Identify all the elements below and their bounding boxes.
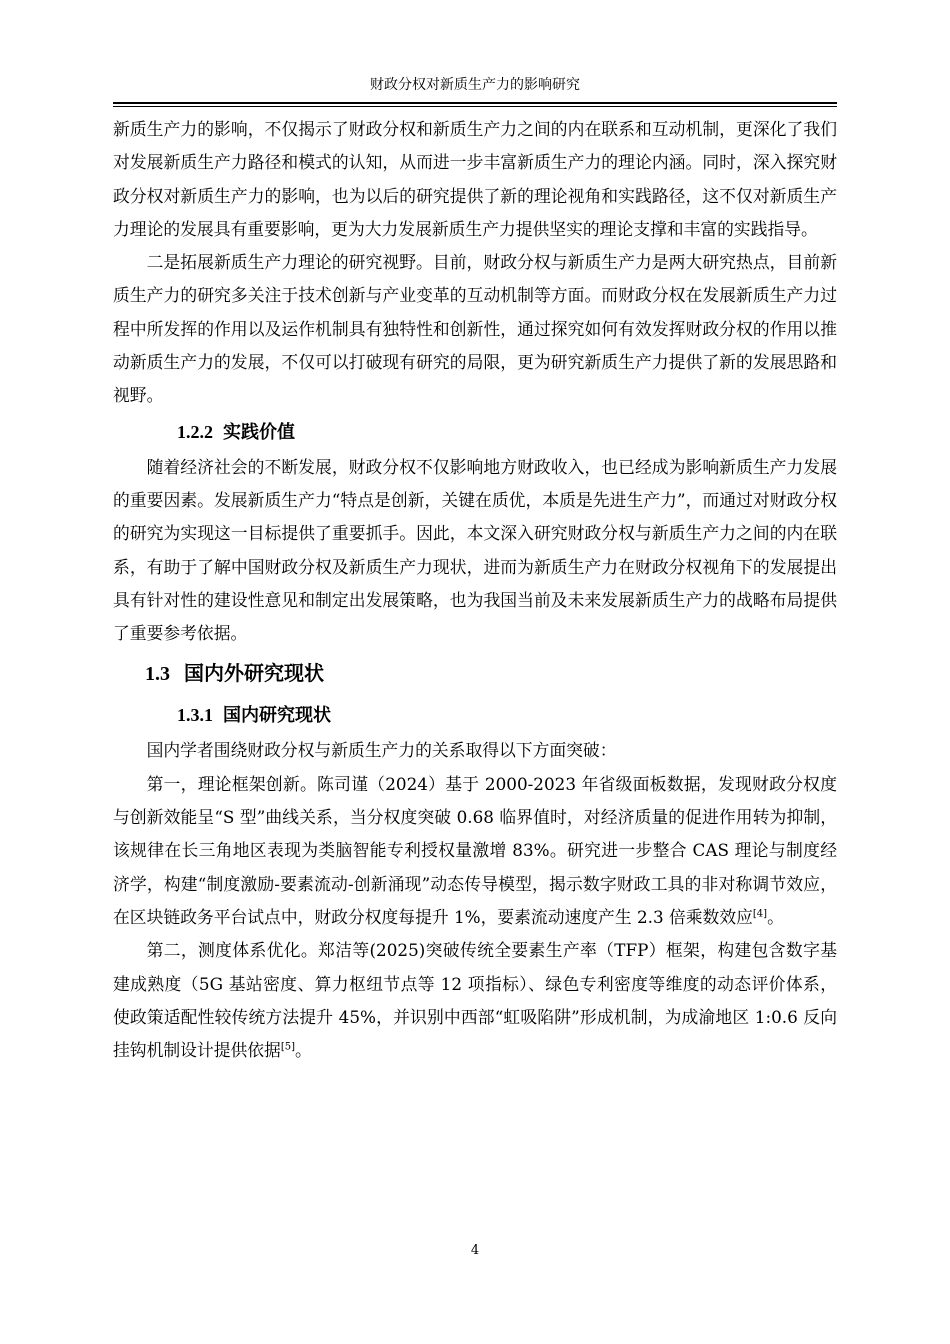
page-number: 4 xyxy=(470,1243,480,1258)
heading-text: 国内外研究现状 xyxy=(184,663,324,686)
paragraph-practical-value: 随着经济社会的不断发展，财政分权不仅影响地方财政收入，也已经成为影响新质生产力发展的重要因素。发展新质生产力“特点是创新，关键在质优，本质是先进生产力”，而通过对财政分权的研究为实现这一目标提供了重要抓手。因此，本文深入研究财政分权与新质生产力之间的内在联系，有助于了解中国财政分权及新质生产力现状，进而为新质生产力在财政分权视角下的发展提出具有针对性的建设性意见和制定出发展策略，也为我国当前及未来发展新质生产力的战略布局提供了重要参考依据。 xyxy=(113,456,837,644)
heading-number: 1.3.1 xyxy=(177,705,213,726)
heading-1-2-2 xyxy=(113,413,837,451)
paragraph-domestic-intro: 国内学者围绕财政分权与新质生产力的关系取得以下方面突破： xyxy=(146,740,617,761)
citation-5: [5] xyxy=(280,1041,295,1053)
header-rule-thin xyxy=(113,106,837,107)
running-header: 财政分权对新质生产力的影响研究 xyxy=(370,77,580,93)
heading-1-3-1 xyxy=(113,696,837,734)
paragraph-theory-framework xyxy=(113,768,837,934)
heading-text: 实践价值 xyxy=(223,421,295,442)
paragraph-text: 第一，理论框架创新。陈司谨（2024）基于 2000-2023 年省级面板数据，发现财政分权度与创新效能呈“S 型”曲线关系，当分权度突破 0.68 临界值时，对经济质量的促进作用转为抑制，该规律在长三角地区表现为类脑智能专利授权量激增 83%。研究进一步整合 CAS 理论与制度经济学，构建“制度激励-要素流动-创新涌现”动态传导模型，揭示数字财政工具的非对称调节效应，在区块链政务平台试点中，财政分权度每提升 1%，要素流动速度产生 2.3 倍乘数效应 xyxy=(113,773,837,927)
paragraph-measurement-system xyxy=(113,934,837,1067)
heading-text: 国内研究现状 xyxy=(223,705,331,726)
paragraph-theory-scope: 二是拓展新质生产力理论的研究视野。目前，财政分权与新质生产力是两大研究热点，目前新质生产力的研究多关注于技术创新与产业变革的互动机制等方面。而财政分权在发展新质生产力过程中所发挥的作用以及运作机制具有独特性和创新性，通过探究如何有效发挥财政分权的作用以推动新质生产力的发展，不仅可以打破现有研究的局限，更为研究新质生产力提供了新的发展思路和视野。 xyxy=(113,252,837,406)
paragraph-text: 第二，测度体系优化。郑洁等(2025)突破传统全要素生产率（TFP）框架，构建包含数字基建成熟度（5G 基站密度、算力枢纽节点等 12 项指标）、绿色专利密度等维度的动态评价体系，使政策适配性较传统方法提升 45%，并识别中西部“虹吸陷阱”形成机制，为成渝地区 1:0.6 反向挂钩机制设计提供依据 xyxy=(113,940,837,1061)
paragraph-continued: 新质生产力的影响，不仅揭示了财政分权和新质生产力之间的内在联系和互动机制，更深化了我们对发展新质生产力路径和模式的认知，从而进一步丰富新质生产力的理论内涵。同时，深入探究财政分权对新质生产力的影响，也为以后的研究提供了新的理论视角和实践路径，这不仅对新质生产力理论的发展具有重要影响，更为大力发展新质生产力提供坚实的理论支撑和丰富的实践指导。 xyxy=(113,119,837,239)
heading-number: 1.3 xyxy=(145,663,170,686)
heading-1-3 xyxy=(113,654,837,694)
paragraph-end: 。 xyxy=(767,906,784,927)
header-rule-thick xyxy=(113,102,837,104)
citation-4: [4] xyxy=(752,908,768,920)
paragraph-end: 。 xyxy=(295,1040,312,1061)
heading-number: 1.2.2 xyxy=(177,421,213,442)
page-body xyxy=(113,113,837,1067)
